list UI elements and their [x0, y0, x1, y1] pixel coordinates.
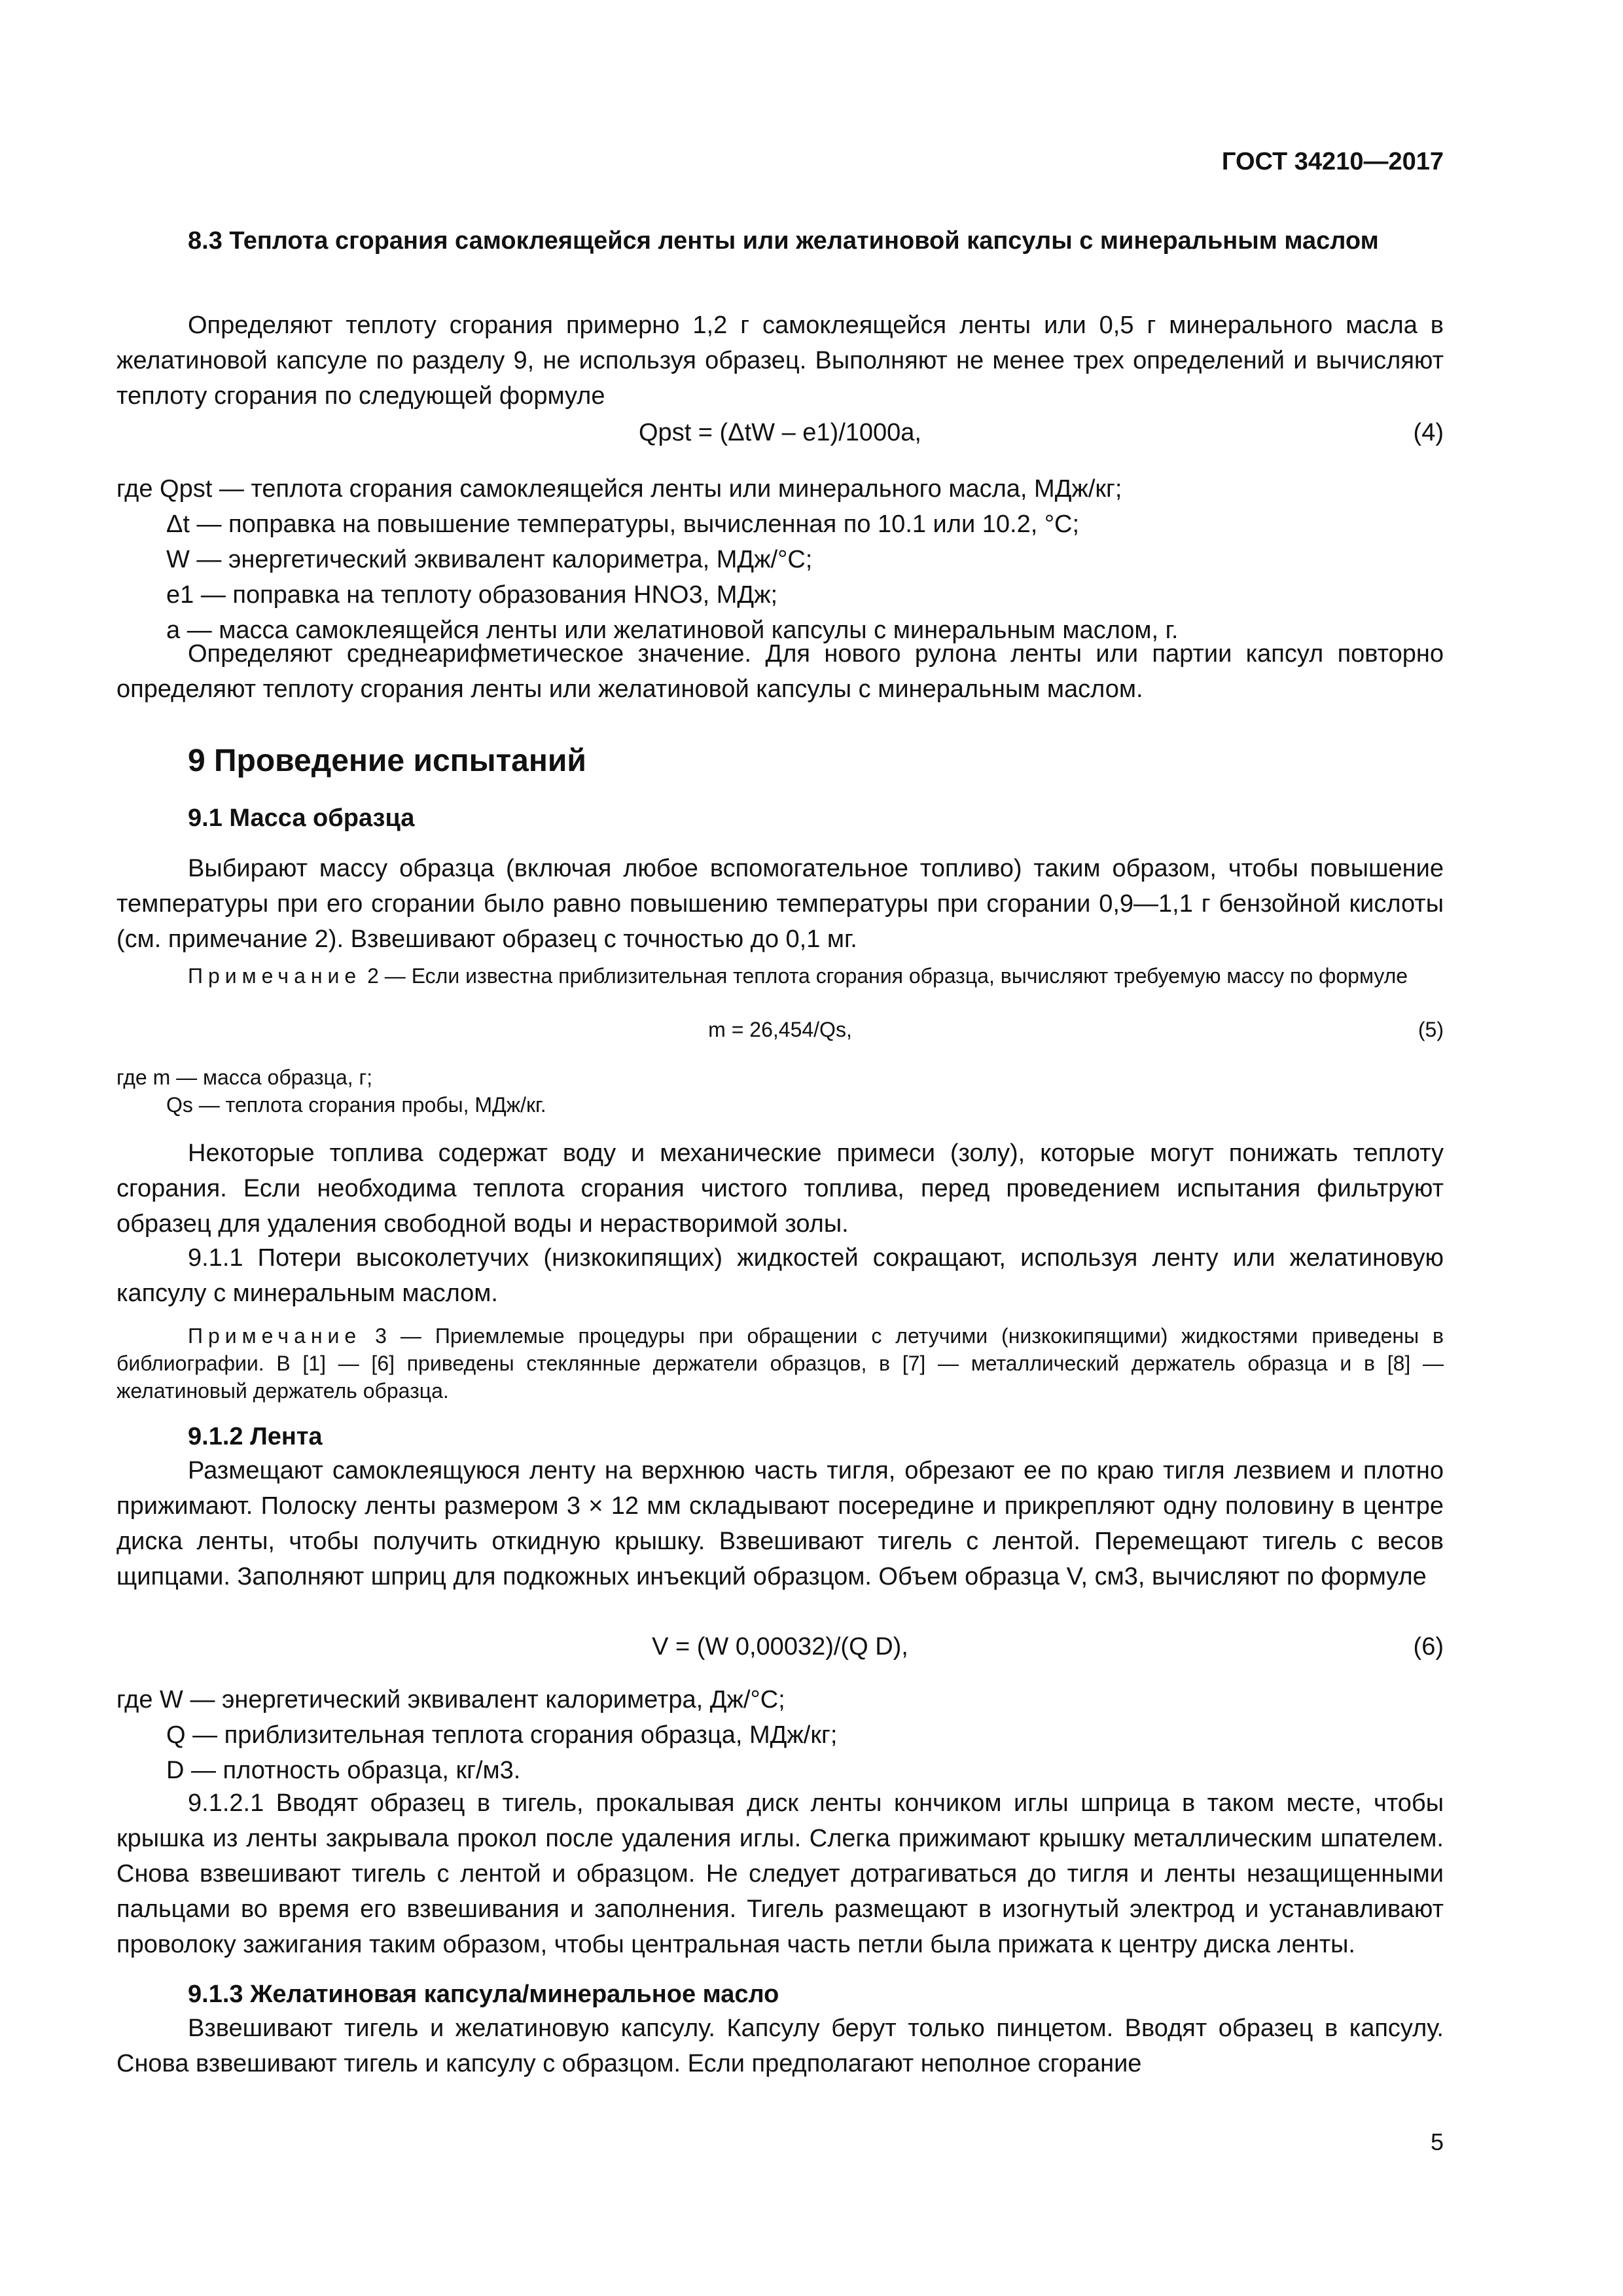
section-8-3-paragraph-1: Определяют теплоту сгорания примерно 1,2 г самоклеящейся ленты или 0,5 г минерального масла в желатиновой капсуле по разделу 9, не используя образец. Выполняют не менее трех определений и вычисляют теплоту сгорания по следующей формуле: [116, 312, 1444, 410]
section-9-1-paragraph-2: Некоторые топлива содержат воду и механические примеси (золу), которые могут понижать теплоту сгорания. Если необходима теплота сгорания чистого топлива, перед проведением испытания фильтруют образец для удаления свободной воды и нерастворимой золы.: [116, 1139, 1444, 1238]
note-3-label: Примечание: [188, 1324, 362, 1348]
page-number: 5: [1430, 2128, 1444, 2155]
note-2-text: 2 — Если известна приблизительная теплота сгорания образца, вычисляют требуемую массу по формуле: [367, 964, 1408, 988]
formula-6-expression: V = (W 0,00032)/(Q D),: [652, 1633, 908, 1660]
formula-4-expression: Qpst = (ΔtW – e1)/1000a,: [639, 419, 921, 446]
formula-6-number: (6): [1413, 1633, 1444, 1660]
formula-6: [116, 1633, 1444, 1670]
where-item: где W — энергетический эквивалент калориметра, Дж/°С;: [116, 1686, 785, 1713]
formula-4-number: (4): [1413, 419, 1444, 446]
section-9-heading: 9 Проведение испытаний: [188, 744, 586, 778]
note-3-text: 3 — Приемлемые процедуры при обращении с летучими (низкокипящими) жидкостями приведены в библиографии. В [1] — [6] приведены стеклянные держатели образцов, в [7] — металлический держатель образца и в [8] — желатиновый держатель образца.: [116, 1324, 1444, 1403]
note-2: [116, 962, 1444, 990]
formula-5-where-list: [116, 1064, 1444, 1119]
formula-6-where-list: [116, 1682, 1444, 1788]
where-item: Δt — поправка на повышение температуры, вычисленная по 10.1 или 10.2, °С;: [166, 511, 1080, 538]
section-8-3-heading: 8.3 Теплота сгорания самоклеящейся ленты или желатиновой капсулы с минеральным маслом: [188, 227, 1379, 255]
where-item: где m — масса образца, г;: [116, 1066, 373, 1089]
where-item: Qs — теплота сгорания пробы, МДж/кг.: [166, 1093, 546, 1117]
section-9-1-2-1-paragraph: 9.1.2.1 Вводят образец в тигель, прокалывая диск ленты кончиком иглы шприца в таком месте, чтобы крышка из ленты закрывала прокол после удаления иглы. Слегка прижимают крышку металлическим шпателем. Снова взвешивают тигель с лентой и образцом. Не следует дотрагиваться до тигля и ленты незащищенными пальцами во время его взвешивания и заполнения. Тигель размещают в изогнутый электрод и устанавливают проволоку зажигания таким образом, чтобы центральная часть петли была прижата к центру диска ленты.: [116, 1789, 1444, 1958]
where-item: a — масса самоклеящейся ленты или желатиновой капсулы с минеральным маслом, г.: [166, 617, 1179, 644]
section-9-1-2-paragraph: Размещают самоклеящуюся ленту на верхнюю часть тигля, обрезают ее по краю тигля лезвием и плотно прижимают. Полоску ленты размером 3 × 12 мм складывают посередине и прикрепляют одну половину в центре диска ленты, чтобы получить откидную крышку. Взвешивают тигель с лентой. Перемещают тигель с весов щипцами. Заполняют шприц для подкожных инъекций образцом. Объем образца V, см3, вычисляют по формуле: [116, 1457, 1444, 1590]
formula-5-number: (5): [1418, 1018, 1444, 1041]
where-item: e1 — поправка на теплоту образования HNO3, МДж;: [166, 581, 778, 609]
formula-5: [116, 1018, 1444, 1054]
formula-5-expression: m = 26,454/Qs,: [708, 1018, 852, 1041]
section-9-1-paragraph-1: Выбирают массу образца (включая любое вспомогательное топливо) таким образом, чтобы повышение температуры при его сгорании было равно повышению температуры при сгорании 0,9—1,1 г бензойной кислоты (см. примечание 2). Взвешивают образец с точностью до 0,1 мг.: [116, 855, 1444, 953]
where-item: W — энергетический эквивалент калориметра, МДж/°С;: [166, 546, 813, 573]
formula-4: [116, 419, 1444, 456]
document-header: ГОСТ 34210—2017: [1221, 148, 1444, 175]
section-8-3-paragraph-2: Определяют среднеарифметическое значение. Для нового рулона ленты или партии капсул повторно определяют теплоту сгорания ленты или желатиновой капсулы с минеральным маслом.: [116, 640, 1444, 703]
formula-4-where-list: [116, 471, 1444, 648]
note-3: [116, 1322, 1444, 1405]
where-item: где Qpst — теплота сгорания самоклеящейся ленты или минерального масла, МДж/кг;: [116, 475, 1122, 503]
section-9-1-3-paragraph: Взвешивают тигель и желатиновую капсулу. Капсулу берут только пинцетом. Вводят образец в капсулу. Снова взвешивают тигель и капсулу с образцом. Если предполагают неполное сгорание: [116, 2015, 1444, 2077]
note-2-label: Примечание: [188, 964, 362, 988]
section-9-1-1-paragraph: 9.1.1 Потери высоколетучих (низкокипящих) жидкостей сокращают, используя ленту или желатиновую капсулу с минеральным маслом.: [116, 1244, 1444, 1307]
section-9-1-heading: 9.1 Масса образца: [188, 804, 415, 832]
where-item: D — плотность образца, кг/м3.: [166, 1757, 521, 1784]
where-item: Q — приблизительная теплота сгорания образца, МДж/кг;: [166, 1721, 838, 1749]
section-9-1-3-heading: 9.1.3 Желатиновая капсула/минеральное масло: [188, 1981, 779, 2008]
section-9-1-2-heading: 9.1.2 Лента: [188, 1423, 323, 1450]
